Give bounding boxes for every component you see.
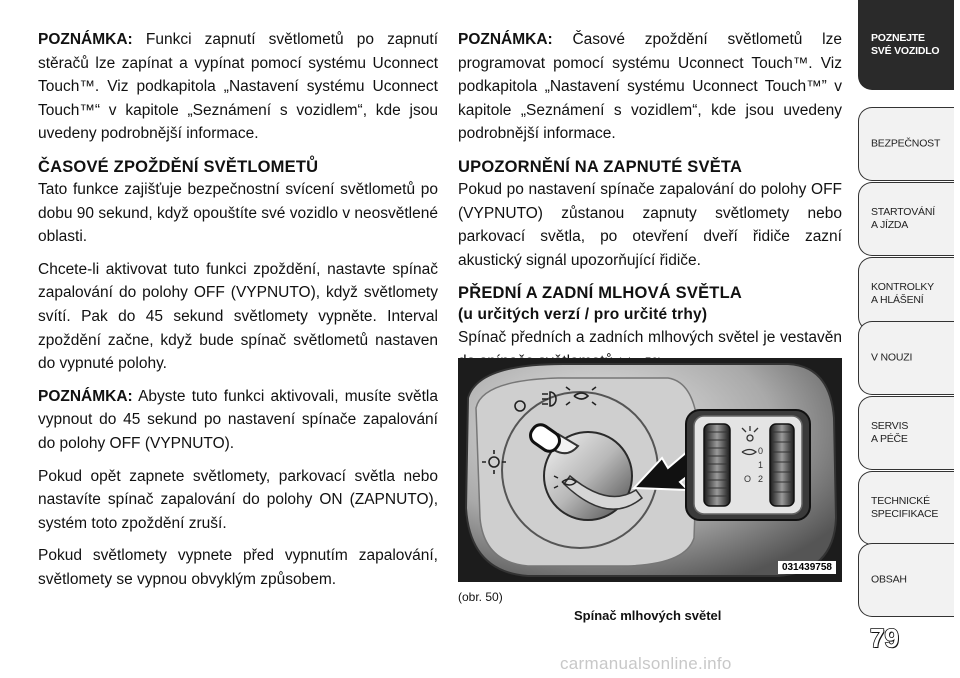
- body-paragraph: Pokud opět zapnete světlomety, parkovací světla nebo nastavíte spínač zapalování do polohy ON (ZAPNUTO), systém toto zpoždění zruší.: [38, 467, 438, 532]
- figure-code: 031439758: [778, 561, 836, 574]
- note-paragraph: [38, 385, 438, 456]
- body-paragraph: Pokud po nastavení spínače zapalování do polohy OFF (VYPNUTO) zůstanou zapnuty světlomety nebo parkovací světla, po otevření dveří řidiče zazní akustický signál upozorňující řidiče.: [458, 180, 842, 269]
- tab-safety[interactable]: [858, 107, 954, 181]
- tab-label: KONTROLKY A HLÁŠENÍ: [871, 281, 934, 306]
- knob-mark: O: [744, 474, 752, 484]
- figure-reference: (obr. 50): [458, 590, 503, 604]
- page-number: 79: [870, 623, 899, 653]
- tab-technical-specs[interactable]: [858, 471, 954, 545]
- tab-label: POZNEJTE SVÉ VOZIDLO: [871, 32, 940, 57]
- note-paragraph: [458, 28, 842, 146]
- tab-label: OBSAH: [871, 573, 907, 586]
- tab-emergency[interactable]: [858, 321, 954, 395]
- body-text: Spínač předních a zadních mlhových světel je vestavěn: [458, 329, 842, 347]
- figure-caption: Spínač mlhových světel: [574, 608, 722, 623]
- knob-mark: 0: [758, 446, 764, 456]
- right-column: [458, 28, 842, 375]
- note-text: Časové zpoždění světlometů lze programovat pomocí systému Uconnect Touch™. Viz podkapitola „Nastavení systému Uconnect Touch™” v kapitole „Seznámení s vozidlem“, kde jsou uvedeny podrobnější informace.: [458, 31, 842, 143]
- section-heading-fog-lights: PŘEDNÍ A ZADNÍ MLHOVÁ SVĚTLA: [458, 284, 742, 303]
- chapter-tabs: [858, 0, 960, 678]
- knob-mark: 1: [758, 460, 764, 470]
- body-paragraph: Chcete-li aktivovat tuto funkci zpoždění, nastavte spínač zapalování do polohy OFF (VYPNUTO), když světlomety svítí. Pak do 45 sekund světlomety vypněte. Interval zpoždění začne, když bude spínač světlometů nastaven do vypnuté polohy.: [38, 260, 438, 373]
- note-text: Abyste tuto funkci aktivovali, musíte světla vypnout do 45 sekund po nastavení spínače zapalování do polohy OFF (VYPNUTO).: [38, 387, 438, 452]
- section-subheading: (u určitých verzí / pro určité trhy): [458, 306, 708, 324]
- body-paragraph: Tato funkce zajišťuje bezpečnostní svícení světlometů po dobu 90 sekund, když opouštíte své vozidlo v neosvětlené oblasti.: [38, 180, 438, 246]
- tab-know-your-vehicle[interactable]: [858, 0, 954, 90]
- knob-mark: 2: [758, 474, 764, 484]
- tab-service-care[interactable]: [858, 396, 954, 470]
- left-column: [38, 28, 438, 600]
- tab-label: TECHNICKÉ SPECIFIKACE: [871, 495, 939, 520]
- tab-label: SERVIS A PÉČE: [871, 420, 909, 445]
- body-paragraph: Pokud světlomety vypnete před vypnutím zapalování, světlomety se vypnou obvyklým způsobem.: [38, 547, 438, 588]
- note-label: POZNÁMKA:: [38, 31, 133, 48]
- note-paragraph: [38, 28, 438, 146]
- tab-label: BEZPEČNOST: [871, 137, 941, 150]
- fog-light-switch-illustration: [458, 358, 842, 582]
- watermark: carmanualsonline.info: [560, 654, 732, 673]
- tab-label: STARTOVÁNÍ A JÍZDA: [871, 206, 935, 231]
- tab-label: V NOUZI: [871, 351, 913, 364]
- tab-warning-lights[interactable]: [858, 257, 954, 331]
- tab-contents[interactable]: [858, 543, 954, 617]
- note-label: POZNÁMKA:: [458, 31, 553, 48]
- tab-starting-driving[interactable]: [858, 182, 954, 256]
- section-heading-lights-on-reminder: UPOZORNĚNÍ NA ZAPNUTÉ SVĚTA: [458, 157, 743, 176]
- section-heading-headlight-delay: ČASOVÉ ZPOŽDĚNÍ SVĚTLOMETŮ: [38, 157, 319, 176]
- note-label: POZNÁMKA:: [38, 387, 133, 405]
- fog-light-switch-figure: [458, 358, 842, 582]
- note-text: Funkci zapnutí světlometů po zapnutí stěračů lze zapínat a vypínat pomocí systému Uconnect Touch™. Viz podkapitola „Nastavení systému Uconnect Touch™“ v kapitole „Seznámení s vozidlem“, kde jsou uvedeny podrobnější informace.: [38, 31, 438, 143]
